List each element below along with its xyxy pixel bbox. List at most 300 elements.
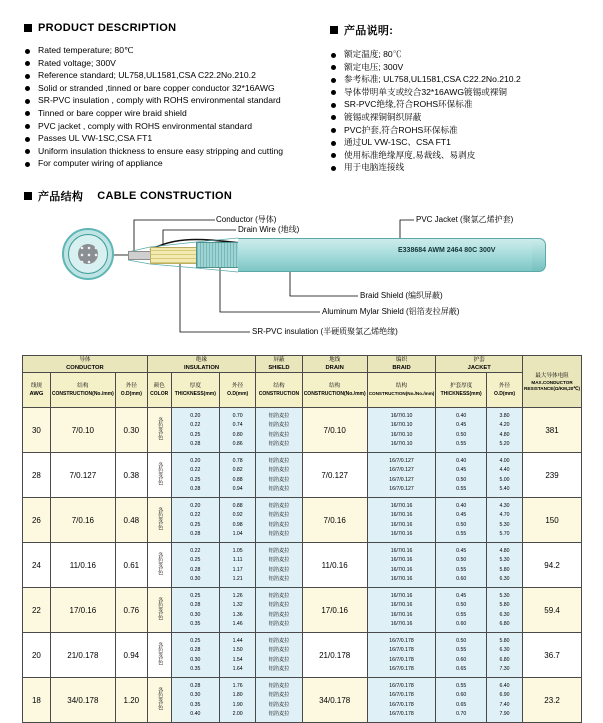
jacket-od-value: 7.40 bbox=[499, 701, 510, 708]
cell-drain-construction: 7/0.16 bbox=[302, 498, 367, 543]
cell-shield-construction bbox=[256, 453, 302, 498]
braid-construction-value: 16/7/0.178 bbox=[389, 647, 414, 654]
group-insulation bbox=[147, 356, 255, 373]
cell-jacket-thickness bbox=[436, 588, 487, 633]
jacket-od bbox=[487, 544, 522, 586]
jacket-thickness-value: 0.55 bbox=[456, 611, 467, 618]
cell-braid-construction bbox=[367, 543, 436, 588]
jacket-od-value: 5.20 bbox=[499, 441, 510, 448]
cell-insulation-color bbox=[147, 408, 171, 453]
jacket-od-value: 6.30 bbox=[499, 576, 510, 583]
cell-conductor-od: 0.61 bbox=[115, 543, 147, 588]
product-description-cn-list bbox=[330, 48, 590, 174]
insulation-thickness-value: 0.20 bbox=[190, 457, 201, 464]
cell-conductor-construction: 21/0.178 bbox=[50, 633, 115, 678]
shield-construction-value: 铝箔麦拉 bbox=[268, 637, 290, 644]
shield-construction-value: 铝箔麦拉 bbox=[268, 441, 290, 448]
cable-print-text: E338684 AWM 2464 80C 300V bbox=[398, 247, 496, 254]
cell-jacket-thickness bbox=[436, 408, 487, 453]
cell-insulation-od bbox=[220, 498, 256, 543]
insulation-thickness-value: 0.22 bbox=[190, 512, 201, 519]
cell-insulation-thickness bbox=[171, 543, 220, 588]
cell-shield-construction bbox=[256, 498, 302, 543]
shield-construction bbox=[256, 679, 301, 721]
insulation-thickness-value: 0.22 bbox=[190, 547, 201, 554]
jacket-thickness-value: 0.40 bbox=[456, 457, 467, 464]
cell-conductor-od: 0.76 bbox=[115, 588, 147, 633]
callout-drain-wire: Drain Wire (地线) bbox=[238, 225, 300, 234]
cell-drain-construction: 11/0.16 bbox=[302, 543, 367, 588]
cell-insulation-color-text: 各色/各色 bbox=[156, 462, 163, 486]
table-row bbox=[23, 633, 582, 678]
callout-sr-pvc-insulation: SR-PVC insulation (半硬质聚氯乙烯绝缘) bbox=[252, 327, 398, 336]
table-body bbox=[23, 408, 582, 723]
braid-construction-value: 16/7/0.127 bbox=[389, 457, 414, 464]
jacket-thickness-value: 0.45 bbox=[456, 467, 467, 474]
insulation-od-value: 1.90 bbox=[232, 701, 243, 708]
cable-end-cap bbox=[532, 238, 546, 272]
cell-awg: 18 bbox=[23, 678, 51, 723]
cell-conductor-construction: 7/0.10 bbox=[50, 408, 115, 453]
jacket-thickness-value: 0.50 bbox=[456, 431, 467, 438]
braid-construction-value: 16/7/0.178 bbox=[389, 711, 414, 718]
shield-construction-value: 铝箔麦拉 bbox=[268, 431, 290, 438]
braid-construction-value: 16/7/0.16 bbox=[390, 557, 413, 564]
braid-construction-value: 16/7/0.16 bbox=[390, 621, 413, 628]
list-item: Rated voltage; 300V bbox=[24, 57, 324, 70]
insulation-od-value: 1.04 bbox=[232, 531, 243, 538]
table-group-header-row bbox=[23, 356, 582, 373]
shield-construction-value: 铝箔麦拉 bbox=[268, 576, 290, 583]
cell-conductor-od: 0.94 bbox=[115, 633, 147, 678]
insulation-thickness-value: 0.30 bbox=[190, 692, 201, 699]
braid-construction-value: 16/7/0.178 bbox=[389, 637, 414, 644]
list-item: 用于电脑连接线 bbox=[330, 161, 590, 174]
insulation-od bbox=[220, 409, 255, 451]
cell-insulation-thickness bbox=[171, 678, 220, 723]
cell-conductor-construction: 17/0.16 bbox=[50, 588, 115, 633]
cell-insulation-color-text: 各色/各色 bbox=[156, 417, 163, 441]
group-jacket-en: JACKET bbox=[467, 365, 491, 371]
jacket-od bbox=[487, 634, 522, 676]
insulation-od bbox=[220, 679, 255, 721]
jacket-thickness-value: 0.60 bbox=[456, 656, 467, 663]
table-row bbox=[23, 543, 582, 588]
product-description-cn-heading bbox=[330, 22, 590, 38]
braid-construction-value: 16/7/0.10 bbox=[390, 422, 413, 429]
jacket-od-value: 3.80 bbox=[499, 412, 510, 419]
insulation-thickness bbox=[172, 409, 220, 451]
list-item: Uniform insulation thickness to ensure easy stripping and cutting bbox=[24, 145, 324, 158]
shield-construction bbox=[256, 499, 301, 541]
insulation-thickness-value: 0.25 bbox=[190, 431, 201, 438]
braid-construction-value: 16/7/0.178 bbox=[389, 666, 414, 673]
jacket-od bbox=[487, 499, 522, 541]
group-drain bbox=[302, 356, 367, 373]
col-ins-od: 外径 O.D(mm) bbox=[220, 373, 256, 408]
table-column-header-row bbox=[23, 373, 582, 408]
jacket-od-value: 6.90 bbox=[499, 692, 510, 699]
insulation-thickness-value: 0.30 bbox=[190, 656, 201, 663]
shield-construction-value: 铝箔麦拉 bbox=[268, 682, 290, 689]
braid-construction-value: 16/7/0.16 bbox=[390, 611, 413, 618]
jacket-od-value: 5.40 bbox=[499, 486, 510, 493]
shield-construction-value: 铝箔麦拉 bbox=[268, 531, 290, 538]
list-item: PVC jacket , comply with ROHS environmental standard bbox=[24, 120, 324, 133]
product-description-en-heading bbox=[24, 22, 324, 34]
col-jacket-thickness: 护套厚度 THICKNESS(mm) bbox=[436, 373, 487, 408]
group-resistance bbox=[523, 356, 582, 408]
insulation-od-value: 0.82 bbox=[232, 467, 243, 474]
group-drain-cn: 地线 bbox=[329, 357, 341, 363]
jacket-thickness-value: 0.55 bbox=[456, 566, 467, 573]
jacket-od-value: 6.80 bbox=[499, 621, 510, 628]
insulation-od-value: 1.76 bbox=[232, 682, 243, 689]
callout-pvc-jacket: PVC Jacket (聚氯乙烯护套) bbox=[416, 215, 514, 224]
jacket-od-value: 5.70 bbox=[499, 531, 510, 538]
insulation-od-value: 1.11 bbox=[232, 557, 243, 564]
cell-insulation-thickness bbox=[171, 588, 220, 633]
cell-insulation-color-text: 各色/各色 bbox=[156, 597, 163, 621]
insulation-thickness-value: 0.25 bbox=[190, 521, 201, 528]
insulation-thickness bbox=[172, 634, 220, 676]
braid-construction-value: 16/7/0.178 bbox=[389, 682, 414, 689]
insulation-od-value: 1.80 bbox=[232, 692, 243, 699]
cell-braid-construction bbox=[367, 498, 436, 543]
cell-insulation-thickness bbox=[171, 498, 220, 543]
cell-drain-construction: 21/0.178 bbox=[302, 633, 367, 678]
cable-construction-title-en: CABLE CONSTRUCTION bbox=[97, 190, 233, 202]
cell-shield-construction bbox=[256, 633, 302, 678]
list-item: 使用标准绝缘厚度,易裁线、易剥皮 bbox=[330, 149, 590, 162]
cell-conductor-construction: 11/0.16 bbox=[50, 543, 115, 588]
group-conductor-en: CONDUCTOR bbox=[66, 365, 104, 371]
jacket-od-value: 4.40 bbox=[499, 467, 510, 474]
braid-construction-value: 16/7/0.178 bbox=[389, 656, 414, 663]
group-insulation-cn: 绝缘 bbox=[195, 357, 208, 363]
braid-construction-value: 16/7/0.16 bbox=[390, 521, 413, 528]
jacket-thickness bbox=[436, 409, 486, 451]
callout-conductor: Conductor (导体) bbox=[216, 215, 277, 224]
shield-construction bbox=[256, 409, 301, 451]
jacket-thickness bbox=[436, 589, 486, 631]
insulation-thickness-value: 0.35 bbox=[190, 666, 201, 673]
list-item: 通过UL VW-1SC、CSA FT1 bbox=[330, 136, 590, 149]
insulation-od bbox=[220, 634, 255, 676]
insulation-thickness-value: 0.30 bbox=[190, 576, 201, 583]
bullet-square-icon bbox=[24, 192, 32, 200]
cell-braid-construction bbox=[367, 408, 436, 453]
jacket-thickness bbox=[436, 679, 486, 721]
braid-construction-value: 16/7/0.10 bbox=[390, 431, 413, 438]
shield-construction-value: 铝箔麦拉 bbox=[268, 701, 290, 708]
braid-construction-value: 16/7/0.10 bbox=[390, 412, 413, 419]
group-jacket-cn: 护套 bbox=[473, 357, 485, 363]
jacket-thickness-value: 0.50 bbox=[456, 557, 467, 564]
insulation-od bbox=[220, 499, 255, 541]
jacket-od-value: 5.80 bbox=[499, 602, 510, 609]
jacket-od-value: 4.20 bbox=[499, 422, 510, 429]
insulation-thickness bbox=[172, 499, 220, 541]
list-item: Passes UL VW-1SC,CSA FT1 bbox=[24, 132, 324, 145]
jacket-thickness bbox=[436, 454, 486, 496]
cell-awg: 26 bbox=[23, 498, 51, 543]
shield-construction bbox=[256, 589, 301, 631]
insulation-od-value: 0.74 bbox=[232, 422, 243, 429]
col-cond-construction: 结构 CONSTRUCTION(No./mm) bbox=[50, 373, 115, 408]
cable-construction-diagram bbox=[0, 200, 603, 348]
cross-section-conductors bbox=[78, 244, 98, 264]
jacket-od-value: 4.70 bbox=[499, 512, 510, 519]
braid-construction-value: 16/7/0.127 bbox=[389, 476, 414, 483]
list-item: Tinned or bare copper wire braid shield bbox=[24, 107, 324, 120]
insulation-od-value: 1.05 bbox=[232, 547, 243, 554]
braid-construction bbox=[368, 589, 436, 631]
cell-jacket-thickness bbox=[436, 678, 487, 723]
list-item: SR-PVC绝缘,符合ROHS环保标准 bbox=[330, 98, 590, 111]
shield-construction-value: 铝箔麦拉 bbox=[268, 521, 290, 528]
jacket-od-value: 5.80 bbox=[499, 637, 510, 644]
jacket-thickness-value: 0.60 bbox=[456, 576, 467, 583]
jacket-thickness bbox=[436, 499, 486, 541]
braid-construction bbox=[368, 454, 436, 496]
list-item: 额定温度; 80℃ bbox=[330, 48, 590, 61]
jacket-thickness-value: 0.65 bbox=[456, 666, 467, 673]
product-description-cn bbox=[330, 22, 590, 174]
jacket-thickness-value: 0.45 bbox=[456, 422, 467, 429]
product-description-en-list bbox=[24, 44, 324, 170]
insulation-thickness-value: 0.20 bbox=[190, 502, 201, 509]
insulation-od bbox=[220, 589, 255, 631]
cell-jacket-od bbox=[486, 543, 522, 588]
group-shield-cn: 屏蔽 bbox=[273, 357, 285, 363]
list-item: 导体带明单支或绞合32*16AWG镀锡或裸铜 bbox=[330, 86, 590, 99]
group-shield bbox=[256, 356, 302, 373]
insulation-od-value: 0.88 bbox=[232, 502, 243, 509]
insulation-od-value: 1.46 bbox=[232, 621, 243, 628]
cell-insulation-color-text: 各色/各色 bbox=[156, 642, 163, 666]
shield-construction-value: 铝箔麦拉 bbox=[268, 602, 290, 609]
braid-construction-value: 16/7/0.127 bbox=[389, 467, 414, 474]
insulation-thickness-value: 0.28 bbox=[190, 647, 201, 654]
insulation-thickness bbox=[172, 544, 220, 586]
insulation-thickness-value: 0.35 bbox=[190, 621, 201, 628]
jacket-od-value: 5.00 bbox=[499, 476, 510, 483]
insulation-thickness-value: 0.28 bbox=[190, 441, 201, 448]
cell-insulation-od bbox=[220, 633, 256, 678]
jacket-thickness-value: 0.60 bbox=[456, 621, 467, 628]
jacket-od-value: 6.80 bbox=[499, 656, 510, 663]
shield-construction-value: 铝箔麦拉 bbox=[268, 557, 290, 564]
jacket-thickness-value: 0.45 bbox=[456, 592, 467, 599]
insulation-od-value: 1.26 bbox=[232, 592, 243, 599]
braid-construction-value: 16/7/0.16 bbox=[390, 602, 413, 609]
shield-construction-value: 铝箔麦拉 bbox=[268, 692, 290, 699]
col-braid-construction: 结构 CONSTRUCTION(No./No./mm) bbox=[367, 373, 436, 408]
shield-construction-value: 铝箔麦拉 bbox=[268, 476, 290, 483]
cell-insulation-od bbox=[220, 678, 256, 723]
cell-braid-construction bbox=[367, 453, 436, 498]
group-conductor-cn: 导体 bbox=[79, 357, 91, 363]
cell-jacket-od bbox=[486, 453, 522, 498]
insulation-thickness-value: 0.35 bbox=[190, 701, 201, 708]
shield-construction-value: 铝箔麦拉 bbox=[268, 457, 290, 464]
insulation-layer bbox=[150, 247, 200, 264]
jacket-thickness-value: 0.40 bbox=[456, 412, 467, 419]
col-shield-construction: 结构 CONSTRUCTION bbox=[256, 373, 302, 408]
cell-conductor-od: 0.30 bbox=[115, 408, 147, 453]
cell-insulation-color bbox=[147, 588, 171, 633]
cell-braid-construction bbox=[367, 633, 436, 678]
shield-construction-value: 铝箔麦拉 bbox=[268, 711, 290, 718]
list-item: Solid or stranded ,tinned or bare copper conductor 32*16AWG bbox=[24, 82, 324, 95]
cell-resistance: 36.7 bbox=[523, 633, 582, 678]
jacket-od-value: 5.80 bbox=[499, 566, 510, 573]
braid-construction-value: 16/7/0.127 bbox=[389, 486, 414, 493]
insulation-od-value: 0.92 bbox=[232, 512, 243, 519]
braid-construction bbox=[368, 409, 436, 451]
table-row bbox=[23, 498, 582, 543]
insulation-od-value: 1.54 bbox=[232, 656, 243, 663]
shield-construction-value: 铝箔麦拉 bbox=[268, 656, 290, 663]
jacket-thickness-value: 0.50 bbox=[456, 637, 467, 644]
braid-construction-value: 16/7/0.178 bbox=[389, 701, 414, 708]
cell-insulation-color-text: 各色/各色 bbox=[156, 687, 163, 711]
shield-construction-value: 铝箔麦拉 bbox=[268, 412, 290, 419]
jacket-thickness bbox=[436, 544, 486, 586]
jacket-thickness-value: 0.40 bbox=[456, 502, 467, 509]
cell-insulation-color-text: 各色/各色 bbox=[156, 552, 163, 576]
insulation-thickness-value: 0.28 bbox=[190, 531, 201, 538]
table-row bbox=[23, 408, 582, 453]
col-drain-construction: 结构 CONSTRUCTION(No./mm) bbox=[302, 373, 367, 408]
cell-conductor-od: 0.48 bbox=[115, 498, 147, 543]
group-insulation-en: INSULATION bbox=[184, 365, 220, 371]
col-cond-od: 外径 O.D(mm) bbox=[115, 373, 147, 408]
jacket-thickness-value: 0.65 bbox=[456, 701, 467, 708]
jacket-od-value: 7.90 bbox=[499, 711, 510, 718]
cell-awg: 20 bbox=[23, 633, 51, 678]
braid-construction-value: 16/7/0.16 bbox=[390, 502, 413, 509]
cross-section-inner bbox=[68, 234, 108, 274]
insulation-od-value: 0.70 bbox=[232, 412, 243, 419]
insulation-od-value: 0.80 bbox=[232, 431, 243, 438]
braid-construction bbox=[368, 634, 436, 676]
jacket-od-value: 5.30 bbox=[499, 521, 510, 528]
insulation-od-value: 1.17 bbox=[232, 566, 243, 573]
jacket-od-value: 6.30 bbox=[499, 647, 510, 654]
jacket-thickness-value: 0.55 bbox=[456, 682, 467, 689]
insulation-thickness-value: 0.40 bbox=[190, 711, 201, 718]
braid-construction-value: 16/7/0.16 bbox=[390, 592, 413, 599]
jacket-thickness-value: 0.50 bbox=[456, 476, 467, 483]
cell-shield-construction bbox=[256, 408, 302, 453]
cell-drain-construction: 7/0.127 bbox=[302, 453, 367, 498]
cell-insulation-od bbox=[220, 453, 256, 498]
insulation-thickness-value: 0.28 bbox=[190, 566, 201, 573]
cell-jacket-od bbox=[486, 678, 522, 723]
braid-construction-value: 16/7/0.10 bbox=[390, 441, 413, 448]
insulation-thickness bbox=[172, 679, 220, 721]
cell-resistance: 23.2 bbox=[523, 678, 582, 723]
braid-construction-value: 16/7/0.16 bbox=[390, 512, 413, 519]
cell-awg: 30 bbox=[23, 408, 51, 453]
cell-resistance: 381 bbox=[523, 408, 582, 453]
cell-jacket-thickness bbox=[436, 498, 487, 543]
insulation-od-value: 0.78 bbox=[232, 457, 243, 464]
cell-shield-construction bbox=[256, 678, 302, 723]
insulation-od-value: 0.94 bbox=[232, 486, 243, 493]
jacket-od bbox=[487, 409, 522, 451]
cell-insulation-color bbox=[147, 453, 171, 498]
insulation-od-value: 0.88 bbox=[232, 476, 243, 483]
cell-jacket-od bbox=[486, 633, 522, 678]
cell-insulation-color bbox=[147, 633, 171, 678]
cell-conductor-od: 0.38 bbox=[115, 453, 147, 498]
col-awg: 线规 AWG bbox=[23, 373, 51, 408]
group-jacket bbox=[436, 356, 523, 373]
shield-construction-value: 铝箔麦拉 bbox=[268, 566, 290, 573]
col-resistance-cn: 最大导体电阻 bbox=[535, 372, 569, 379]
insulation-thickness-value: 0.22 bbox=[190, 422, 201, 429]
braid-construction-value: 16/7/0.16 bbox=[390, 566, 413, 573]
insulation-od-value: 1.64 bbox=[232, 666, 243, 673]
shield-construction-value: 铝箔麦拉 bbox=[268, 611, 290, 618]
specification-table bbox=[22, 355, 582, 723]
list-item: For computer wiring of appliance bbox=[24, 157, 324, 170]
jacket-thickness-value: 0.55 bbox=[456, 531, 467, 538]
cell-insulation-color bbox=[147, 543, 171, 588]
cell-insulation-thickness bbox=[171, 408, 220, 453]
product-description-cn-title: 产品说明: bbox=[344, 25, 394, 37]
cable-cross-section bbox=[62, 228, 114, 280]
insulation-thickness-value: 0.28 bbox=[190, 486, 201, 493]
jacket-od-value: 6.40 bbox=[499, 682, 510, 689]
bullet-square-icon bbox=[24, 24, 32, 32]
insulation-od-value: 1.21 bbox=[232, 576, 243, 583]
insulation-od-value: 2.00 bbox=[232, 711, 243, 718]
insulation-od-value: 1.50 bbox=[232, 647, 243, 654]
jacket-od-value: 7.30 bbox=[499, 666, 510, 673]
cell-awg: 24 bbox=[23, 543, 51, 588]
list-item: Rated temperature; 80℃ bbox=[24, 44, 324, 57]
table-head bbox=[23, 356, 582, 408]
col-ins-thickness: 厚度 THICKNESS(mm) bbox=[171, 373, 220, 408]
insulation-od-value: 1.44 bbox=[232, 637, 243, 644]
insulation-thickness-value: 0.25 bbox=[190, 637, 201, 644]
jacket-od-value: 4.30 bbox=[499, 502, 510, 509]
insulation-od-value: 0.98 bbox=[232, 521, 243, 528]
cell-insulation-color bbox=[147, 678, 171, 723]
cell-insulation-thickness bbox=[171, 633, 220, 678]
jacket-thickness bbox=[436, 634, 486, 676]
cell-jacket-od bbox=[486, 588, 522, 633]
list-item: Reference standard; UL758,UL1581,CSA C22.2No.210.2 bbox=[24, 69, 324, 82]
cell-jacket-thickness bbox=[436, 543, 487, 588]
shield-construction bbox=[256, 544, 301, 586]
shield-construction-value: 铝箔麦拉 bbox=[268, 486, 290, 493]
braid-construction bbox=[368, 499, 436, 541]
list-item: PVC护套,符合ROHS环保标准 bbox=[330, 124, 590, 137]
shield-construction-value: 铝箔麦拉 bbox=[268, 547, 290, 554]
group-braid-cn: 编织 bbox=[395, 357, 408, 363]
group-drain-en: DRAIN bbox=[325, 365, 344, 371]
cell-conductor-construction: 34/0.178 bbox=[50, 678, 115, 723]
cable-construction-title-cn: 产品结构 bbox=[38, 191, 84, 203]
cable-surface-print bbox=[398, 247, 495, 254]
insulation-od-value: 1.32 bbox=[232, 602, 243, 609]
insulation-thickness-value: 0.25 bbox=[190, 476, 201, 483]
